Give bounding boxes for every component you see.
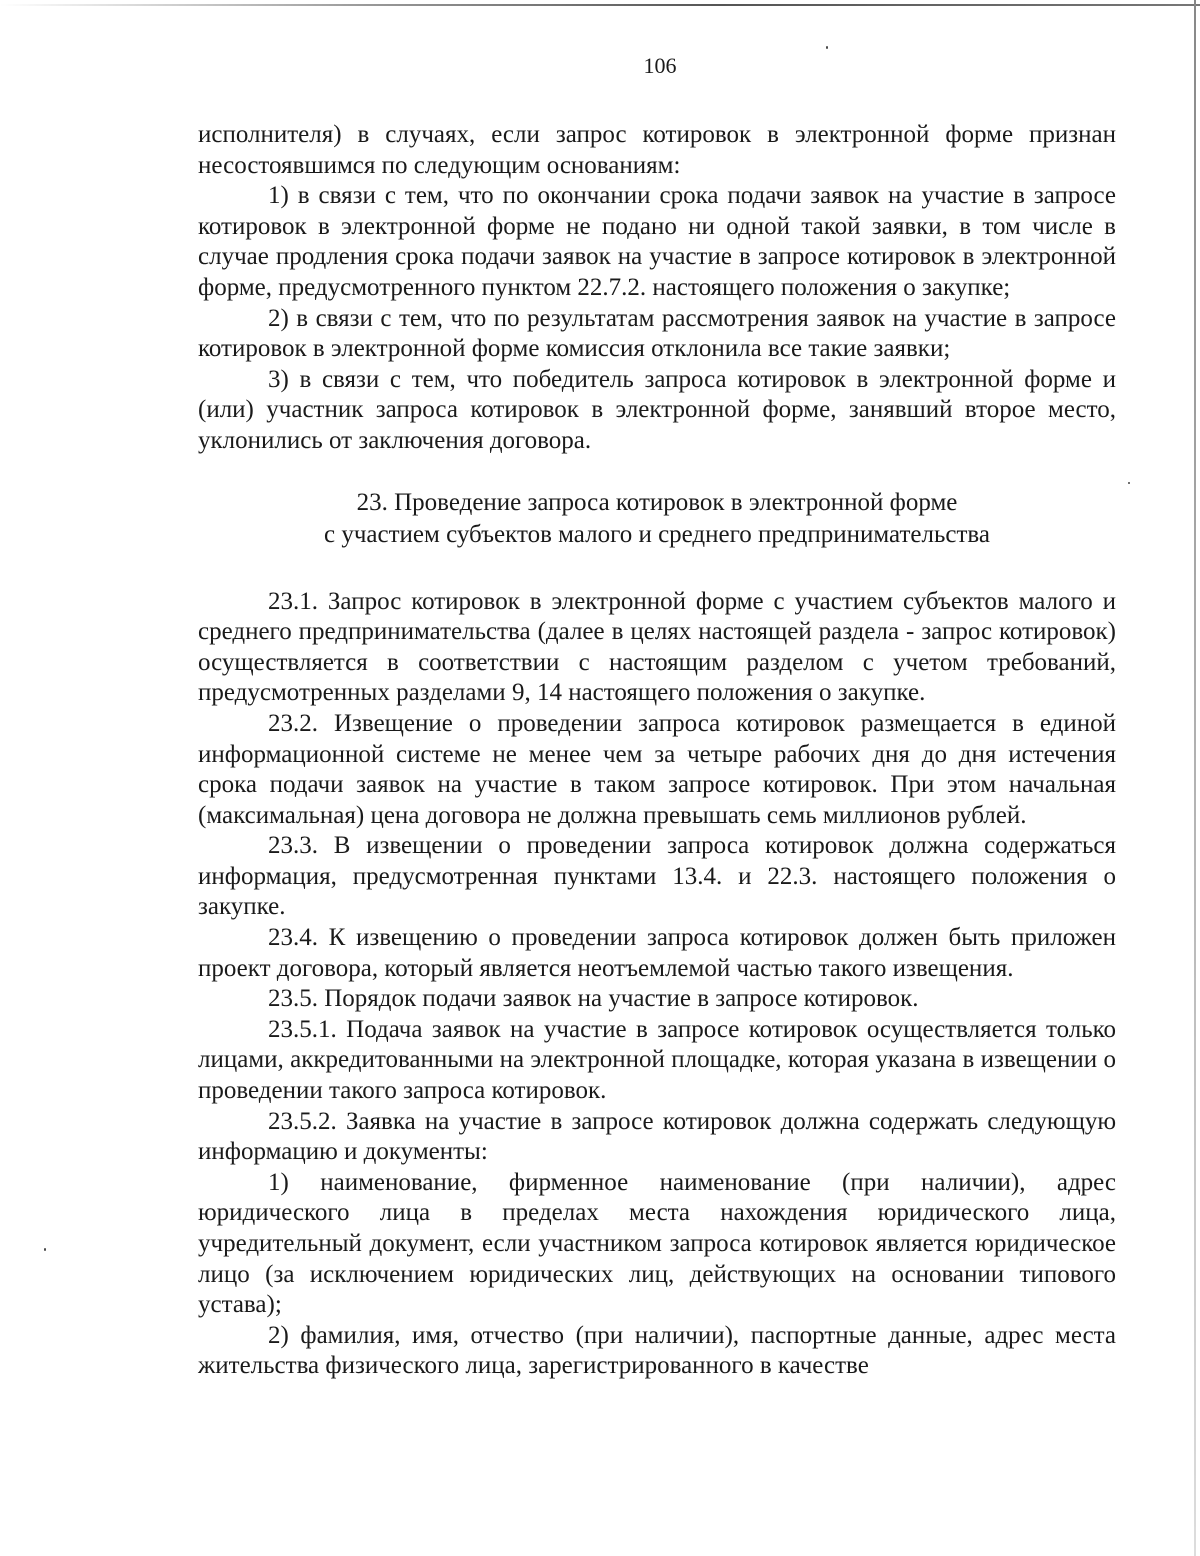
clause-23-2: 23.2. Извещение о проведении запроса котировок размещается в единой информационной системе не менее чем за четыре рабочих дня до дня истечения срока подачи заявок на участие в таком запросе котировок. При этом начальная (максимальная) цена договора не должна превышать семь миллионов рублей. [198,709,1116,829]
clause-23-5: 23.5. Порядок подачи заявок на участие в запросе котировок. [268,985,919,1013]
section-heading-23 [198,487,1116,551]
clause-23-1: 23.1. Запрос котировок в электронной форме с участием субъектов малого и среднего предпринимательства (далее в целях настоящей раздела - запрос котировок) осуществляется в соответствии с настоящим разделом с учетом требований, предусмотренных разделами 9, 14 настоящего положения о закупке. [198,587,1116,707]
clause-23-3: 23.3. В извещении о проведении запроса котировок должна содержаться информация, предусмотренная пунктами 13.4. и 22.3. настоящего положения о закупке. [198,832,1116,921]
section-heading-line-1: 23. Проведение запроса котировок в электронной форме [356,488,958,516]
scan-edge-right [1194,0,1196,1556]
list-item-2: 2) в связи с тем, что по результатам рассмотрения заявок на участие в запросе котировок в электронной форме комиссия отклонила все такие заявки; [198,304,1116,363]
scan-speck [826,46,828,49]
clause-23-5-2: 23.5.2. Заявка на участие в запросе котировок должна содержать следующую информацию и документы: [198,1107,1116,1166]
scan-edge-top [0,4,1200,6]
section-heading-line-2: с участием субъектов малого и среднего предпринимательства [324,520,990,548]
list-item-3: 3) в связи с тем, что победитель запроса котировок в электронной форме и (или) участник запроса котировок в электронной форме, занявший второе место, уклонились от заключения договора. [198,365,1116,454]
scan-speck [44,1248,46,1251]
paragraph-continuation: исполнителя) в случаях, если запрос котировок в электронной форме признан несостоявшимся по следующим основаниям: [198,121,1116,179]
scan-speck [1128,482,1130,484]
clause-23-4: 23.4. К извещению о проведении запроса котировок должен быть приложен проект договора, который является неотъемлемой частью такого извещения. [198,924,1116,982]
document-body [198,120,1116,1382]
list-item-1: 1) в связи с тем, что по окончании срока подачи заявок на участие в запросе котировок в электронной форме не подано ни одной такой заявки, в том числе в случае продления срока подачи заявок на участие в запросе котировок в электронной форме, предусмотренного пунктом 22.7.2. настоящего положения о закупке; [198,182,1116,301]
clause-23-5-2-item-1: 1) наименование, фирменное наименование (при наличии), адрес юридического лица в пределах места нахождения юридического лица, учредительный документ, если участником запроса котировок является юридическое лицо (за исключением юридических лиц, действующих на основании типового устава); [198,1168,1116,1319]
clause-23-5-2-item-2: 2) фамилия, имя, отчество (при наличии), паспортные данные, адрес места жительства физического лица, зарегистрированного в качестве [198,1321,1116,1380]
clause-23-5-1: 23.5.1. Подача заявок на участие в запросе котировок осуществляется только лицами, аккредитованными на электронной площадке, которая указана в извещении о проведении такого запроса котировок. [198,1015,1116,1105]
page-number: 106 [643,53,677,78]
